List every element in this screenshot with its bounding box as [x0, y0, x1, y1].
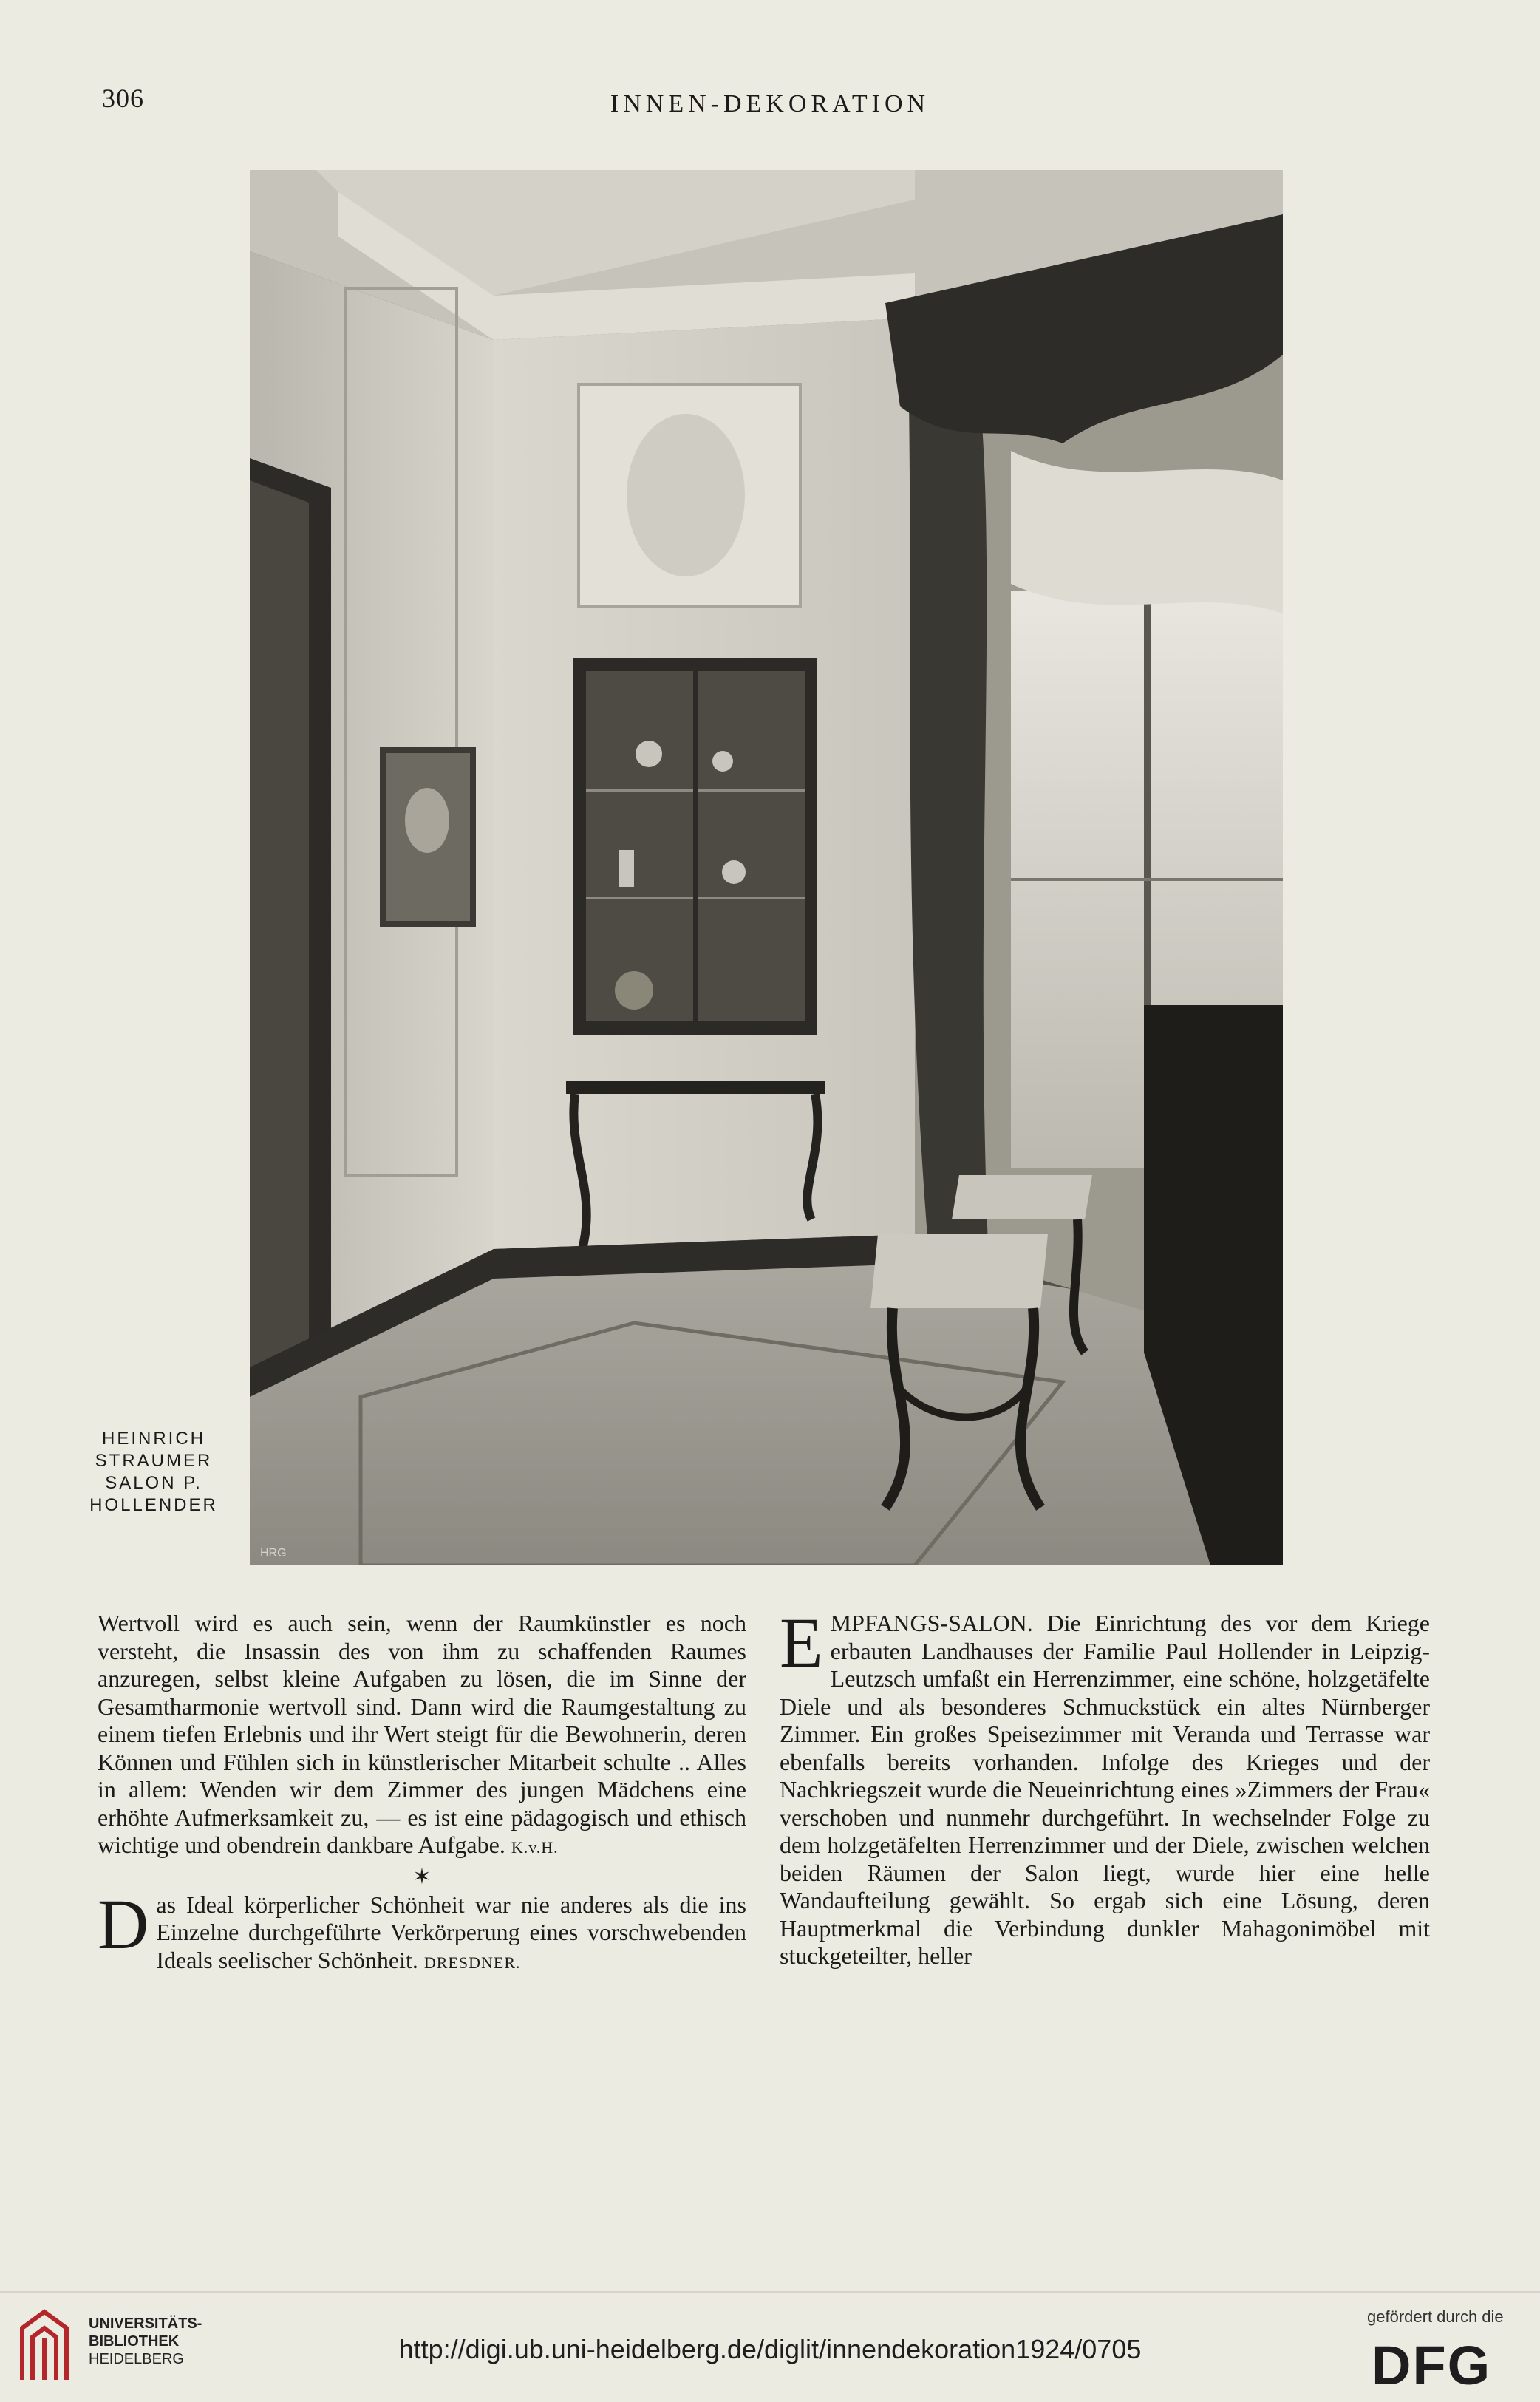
- paragraph-text: Die Einrichtung des vor dem Kriege erbauten Landhauses der Familie Paul Hollender in Leipzig-Leutzsch umfaßt ein Herrenzimmer, eine schöne, holzgetäfelte Diele und als besonderes Schmuckstück ein altes Nürnberger Zimmer. Ein großes Speisezimmer mit Veranda und Terrasse war ebenfalls bereits vorhanden. Infolge des Krieges und der Nachkriegszeit wurde die Neueinrichtung eines »Zimmers der Frau« verschoben und nunmehr durchgeführt. In wechselnder Folge zu dem holzgetäfelten Herrenzimmer und der Diele, zwischen welchen beiden Räumen der Salon liegt, wurde hier eine helle Wandaufteilung gewählt. So ergab sich eine Lösung, deren Hauptmerkmal die Verbindung dunkler Mahagonimöbel mit stuckgeteilter, heller: [780, 1610, 1431, 1969]
- paragraph-quote: [98, 1884, 746, 1977]
- source-url-link[interactable]: http://digi.ub.uni-heidelberg.de/diglit/innendekoration1924/0705: [398, 2334, 1142, 2364]
- paragraph-empfangs-salon: [780, 1603, 1431, 1970]
- right-text-column: [780, 1603, 1431, 1970]
- salon-photo-illustration: [250, 170, 1283, 1565]
- section-heading: MPFANGS-SALON.: [830, 1610, 1033, 1636]
- library-name-line: UNIVERSITÄTS-: [89, 2316, 202, 2332]
- library-name-line: BIBLIOTHEK: [89, 2333, 180, 2350]
- funded-by-label: gefördert durch die: [1367, 2307, 1504, 2326]
- dfg-logo: DFG: [1372, 2335, 1492, 2396]
- drop-capital: E: [780, 1603, 823, 1682]
- figure-caption: [87, 1428, 220, 1517]
- paragraph-text: Wertvoll wird es auch sein, wenn der Raumkünstler es noch versteht, die Insassin des von ihm zu schaffenden Raumes anzuregen, selbst kleine Aufgaben zu lösen, die im Sinne der Gesamtharmonie wertvoll sind. Dann wird die Raumgestaltung zu einem tiefen Erlebnis und ihr Wert steigt für die Bewohnerin, deren Können und Fühlen sich in künstlerischer Mitarbeit schulte .. Alles in allem: Wenden wir dem Zimmer des jungen Mädchens eine erhöhte Aufmerksamkeit zu, — es ist eine pädagogisch und ethisch wichtige und obendrein dankbare Aufgabe.: [98, 1610, 746, 1858]
- running-head: INNEN-DEKORATION: [610, 90, 930, 118]
- left-text-column: [98, 1610, 746, 1976]
- page-number: 306: [102, 84, 144, 113]
- photo-monogram: HRG: [260, 1547, 287, 1559]
- quote-attribution: DRESDNER.: [423, 1953, 521, 1972]
- caption-line: HOLLENDER: [89, 1495, 218, 1515]
- section-separator: ✶: [412, 1864, 432, 1889]
- caption-line: SALON P.: [105, 1473, 202, 1493]
- caption-line: STRAUMER: [95, 1451, 213, 1471]
- drop-capital: D: [98, 1884, 149, 1964]
- paragraph-text: as Ideal körperlicher Schönheit war nie anderes als die ins Einzelne durchgeführte Verkörperung eines vorschwebenden Ideals seelischer Schönheit.: [156, 1891, 746, 1973]
- interior-photograph: [250, 170, 1283, 1565]
- library-name-line: HEIDELBERG: [89, 2351, 184, 2367]
- paragraph-room-design: [98, 1610, 746, 1862]
- caption-line: HEINRICH: [101, 1429, 205, 1449]
- author-signature: K.v.H.: [511, 1838, 559, 1857]
- digitization-footer: [0, 2291, 1540, 2402]
